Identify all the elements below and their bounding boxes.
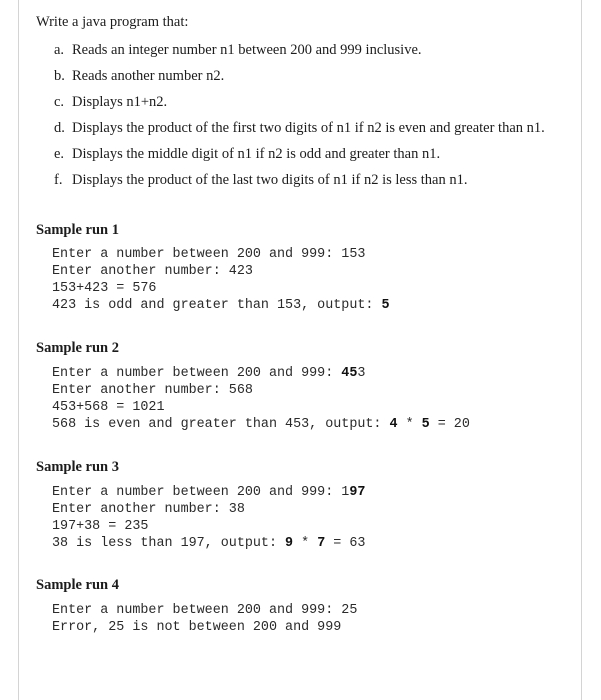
task-c — [54, 94, 167, 111]
code-bold-value: 4 — [389, 417, 398, 432]
task-e — [54, 146, 440, 163]
sample-run-4-title: Sample run 4 — [36, 577, 119, 593]
task-letter: b. — [54, 68, 65, 84]
code-operator: * — [397, 417, 422, 432]
task-letter: f. — [54, 172, 63, 188]
code-bold-value: 45 — [341, 366, 358, 381]
sample-run-4-output — [52, 602, 357, 636]
code-line: Enter another number: 423 — [52, 264, 253, 279]
code-value: 1 — [341, 485, 350, 500]
task-text: Displays n1+n2. — [72, 94, 168, 110]
task-text: Displays the middle digit of n1 if n2 is odd and greater than n1. — [72, 146, 441, 162]
code-line: Enter a number between 200 and 999: — [52, 485, 342, 500]
code-line: Enter another number: 38 — [52, 502, 245, 517]
code-line: 197+38 = 235 — [52, 519, 149, 534]
code-line: Error, 25 is not between 200 and 999 — [52, 620, 342, 635]
code-line: 38 is less than 197, output: — [52, 536, 286, 551]
task-d — [54, 120, 545, 137]
code-value: 153 — [341, 247, 366, 262]
task-text: Displays the product of the last two digits of n1 if n2 is less than n1. — [72, 172, 468, 188]
code-line: 153+423 = 576 — [52, 281, 157, 296]
code-bold-value: 97 — [349, 485, 366, 500]
sample-run-3-output — [52, 484, 365, 552]
code-line: 568 is even and greater than 453, output: — [52, 417, 390, 432]
code-line: Enter a number between 200 and 999: — [52, 366, 342, 381]
code-bold-value: 9 — [285, 536, 294, 551]
code-operator: * — [293, 536, 318, 551]
sample-run-1-output — [52, 246, 390, 314]
code-bold-value: 5 — [381, 298, 390, 313]
sample-run-2-title: Sample run 2 — [36, 340, 119, 356]
task-letter: d. — [54, 120, 65, 136]
code-line: Enter a number between 200 and 999: 25 — [52, 603, 358, 618]
code-line: Enter a number between 200 and 999: — [52, 247, 342, 262]
task-letter: e. — [54, 146, 65, 162]
intro-text: Write a java program that: — [36, 14, 189, 30]
code-bold-value: 5 — [421, 417, 430, 432]
code-line: 423 is odd and greater than 153, output: — [52, 298, 382, 313]
sample-run-2-output — [52, 365, 470, 433]
task-text: Displays the product of the first two digits of n1 if n2 is even and greater than n1. — [72, 120, 545, 136]
code-value: 3 — [357, 366, 366, 381]
task-text: Reads an integer number n1 between 200 and 999 inclusive. — [72, 42, 422, 58]
task-b — [54, 68, 224, 85]
code-value: = 20 — [429, 417, 470, 432]
task-a — [54, 42, 422, 59]
task-letter: a. — [54, 42, 65, 58]
task-f — [54, 172, 468, 189]
sample-run-3-title: Sample run 3 — [36, 459, 119, 475]
task-text: Reads another number n2. — [72, 68, 225, 84]
sample-run-1-title: Sample run 1 — [36, 222, 119, 238]
code-bold-value: 7 — [317, 536, 326, 551]
code-value: = 63 — [325, 536, 366, 551]
code-line: 453+568 = 1021 — [52, 400, 165, 415]
code-line: Enter another number: 568 — [52, 383, 253, 398]
task-letter: c. — [54, 94, 65, 110]
